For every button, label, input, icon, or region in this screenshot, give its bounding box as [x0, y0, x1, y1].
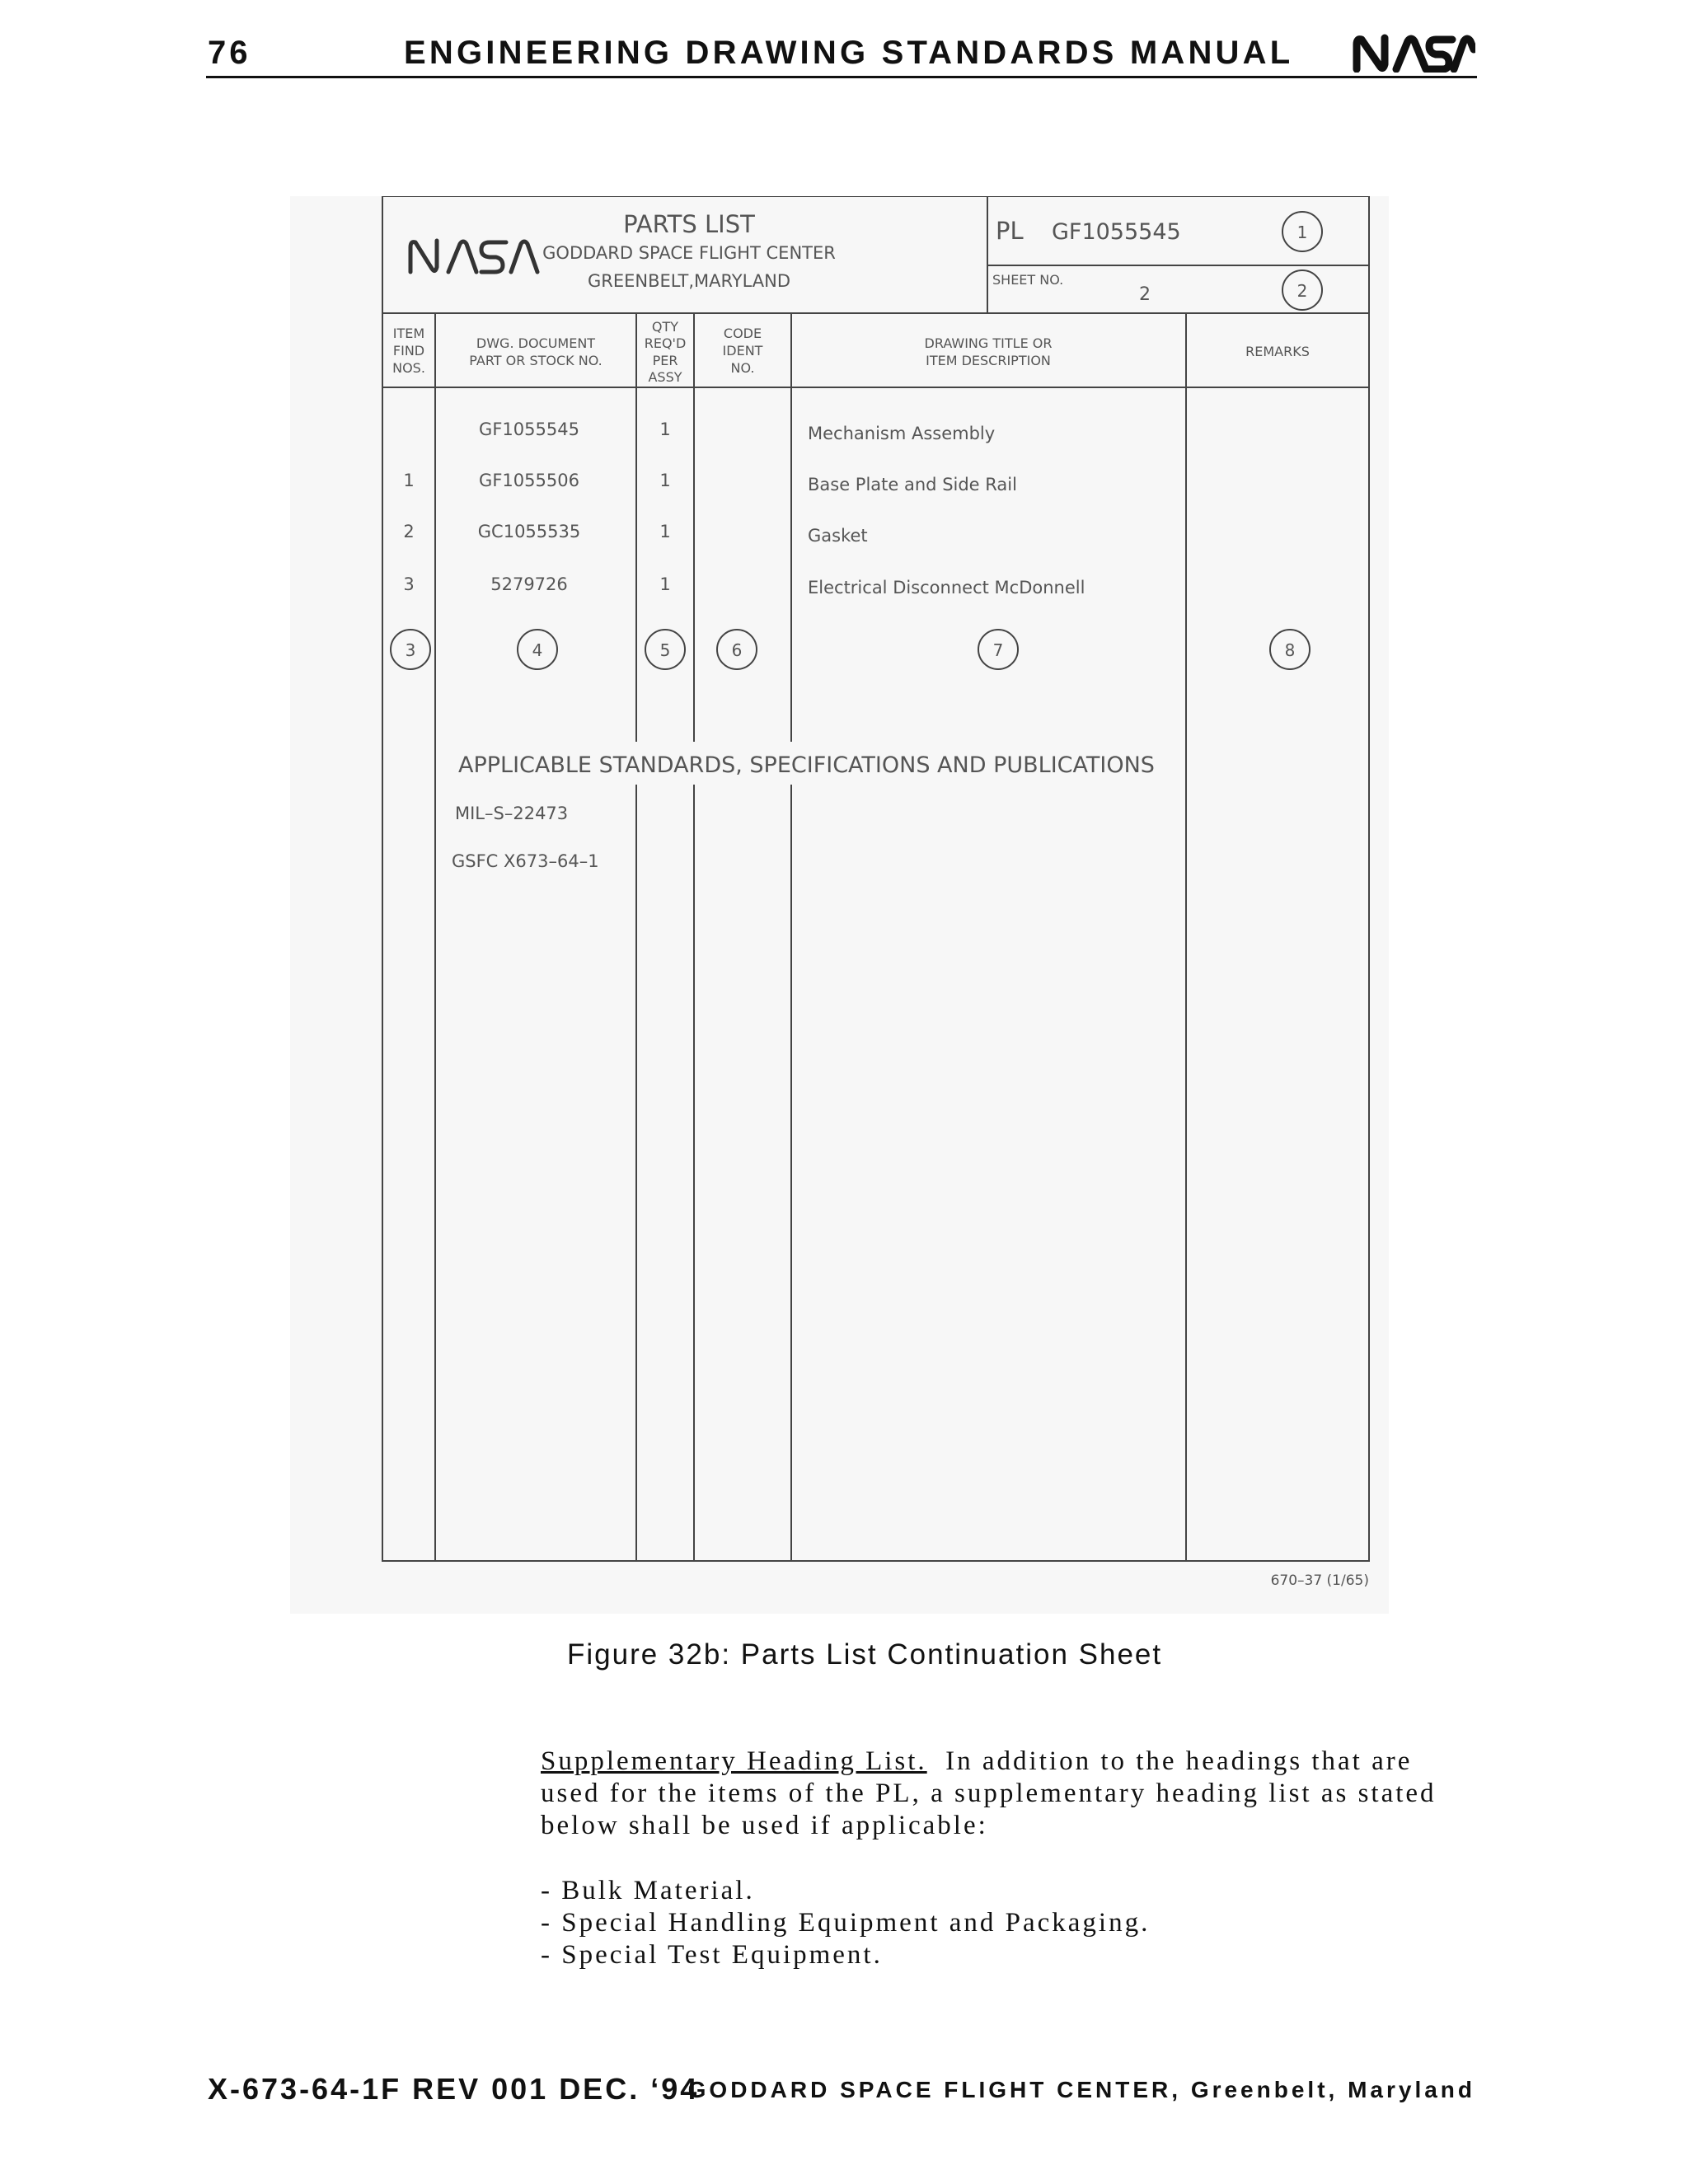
standard-item: GSFC X673–64–1 — [452, 851, 599, 871]
form-label: 1 — [659, 522, 671, 541]
footer-center: GODDARD SPACE FLIGHT CENTER, Greenbelt, Maryland — [687, 2077, 1475, 2102]
form-label: 3 — [403, 574, 415, 594]
nasa-logo-icon — [410, 241, 537, 272]
parts-list-form — [290, 196, 1389, 1614]
form-label: 8 — [1284, 640, 1296, 660]
form-label: 1 — [659, 419, 671, 439]
figure-caption: Figure 32b: Parts List Continuation Sheet — [567, 1638, 1163, 1671]
pl-number: GF1055545 — [1052, 219, 1181, 245]
page-header — [206, 33, 1477, 78]
form-label: 3 — [405, 640, 416, 660]
table-row — [403, 574, 1085, 598]
page-footer — [208, 2072, 1477, 2108]
footer-doc-id: X-673-64-1F REV 001 DEC. ‘94 — [208, 2072, 700, 2106]
nasa-logo-icon — [1350, 33, 1475, 73]
form-label: ASSY — [648, 369, 682, 385]
body-paragraph — [541, 1746, 1480, 1842]
form-label: 1 — [403, 471, 415, 490]
column-headers — [392, 319, 1310, 385]
form-label: PER — [652, 353, 678, 368]
form-label: ITEM DESCRIPTION — [926, 353, 1051, 368]
form-label: GF1055545 — [479, 419, 579, 439]
form-label: 5 — [659, 640, 671, 660]
list-item: - Special Test Equipment. — [541, 1940, 883, 1970]
parts-list-drawing — [290, 196, 1389, 1614]
form-label: REQ'D — [644, 335, 687, 351]
pl-label: PL — [996, 217, 1024, 245]
form-label: 2 — [1296, 281, 1308, 301]
form-label: 7 — [992, 640, 1004, 660]
paragraph-text: In addition to the headings that are used for the items of the PL, a supplementary heading list as stated below shall be used if applicable: — [541, 1746, 1437, 1840]
form-border — [382, 196, 1369, 1561]
form-label: REMARKS — [1245, 344, 1310, 359]
form-label: 5279726 — [490, 574, 568, 594]
form-label: CODE — [723, 326, 762, 341]
form-center: GODDARD SPACE FLIGHT CENTER — [542, 243, 836, 263]
form-number: 670–37 (1/65) — [1270, 1572, 1369, 1589]
table-row — [403, 471, 1017, 494]
manual-title: ENGINEERING DRAWING STANDARDS MANUAL — [404, 35, 1294, 71]
form-label: DRAWING TITLE OR — [924, 335, 1053, 351]
supplementary-list — [541, 1875, 1480, 1971]
form-label: Gasket — [808, 526, 868, 546]
list-item: - Special Handling Equipment and Packaging. — [541, 1908, 1151, 1938]
form-label: 2 — [403, 522, 415, 541]
form-label: 6 — [731, 640, 743, 660]
form-label: GC1055535 — [477, 522, 581, 541]
list-item: - Bulk Material. — [541, 1876, 755, 1905]
section-heading: Supplementary Heading List. — [541, 1746, 927, 1776]
table-row — [479, 419, 995, 443]
form-label: FIND — [392, 343, 425, 359]
body-section — [541, 1746, 1480, 1971]
form-label: Base Plate and Side Rail — [808, 475, 1017, 494]
form-location: GREENBELT,MARYLAND — [587, 271, 791, 291]
form-label: ITEM — [392, 326, 425, 341]
form-label: QTY — [651, 319, 679, 335]
standard-item: MIL–S–22473 — [455, 804, 569, 823]
form-label: DWG. DOCUMENT — [476, 335, 596, 351]
form-label: Electrical Disconnect McDonnell — [808, 578, 1085, 598]
form-label: IDENT — [722, 343, 763, 359]
standards-heading: APPLICABLE STANDARDS, SPECIFICATIONS AND PUBLICATIONS — [458, 752, 1155, 778]
form-label: 1 — [659, 574, 671, 594]
form-label: NO. — [730, 360, 755, 376]
sheet-label: SHEET NO. — [992, 272, 1064, 288]
form-label: GF1055506 — [479, 471, 579, 490]
form-label: 4 — [532, 640, 543, 660]
form-label: PART OR STOCK NO. — [469, 353, 603, 368]
table-row — [403, 522, 867, 546]
form-title: PARTS LIST — [623, 210, 755, 238]
page-number: 76 — [208, 35, 251, 71]
form-label: NOS. — [392, 360, 425, 376]
form-label: 1 — [659, 471, 671, 490]
form-label: 1 — [1296, 223, 1308, 242]
sheet-number: 2 — [1139, 284, 1151, 305]
form-label: Mechanism Assembly — [808, 424, 996, 443]
